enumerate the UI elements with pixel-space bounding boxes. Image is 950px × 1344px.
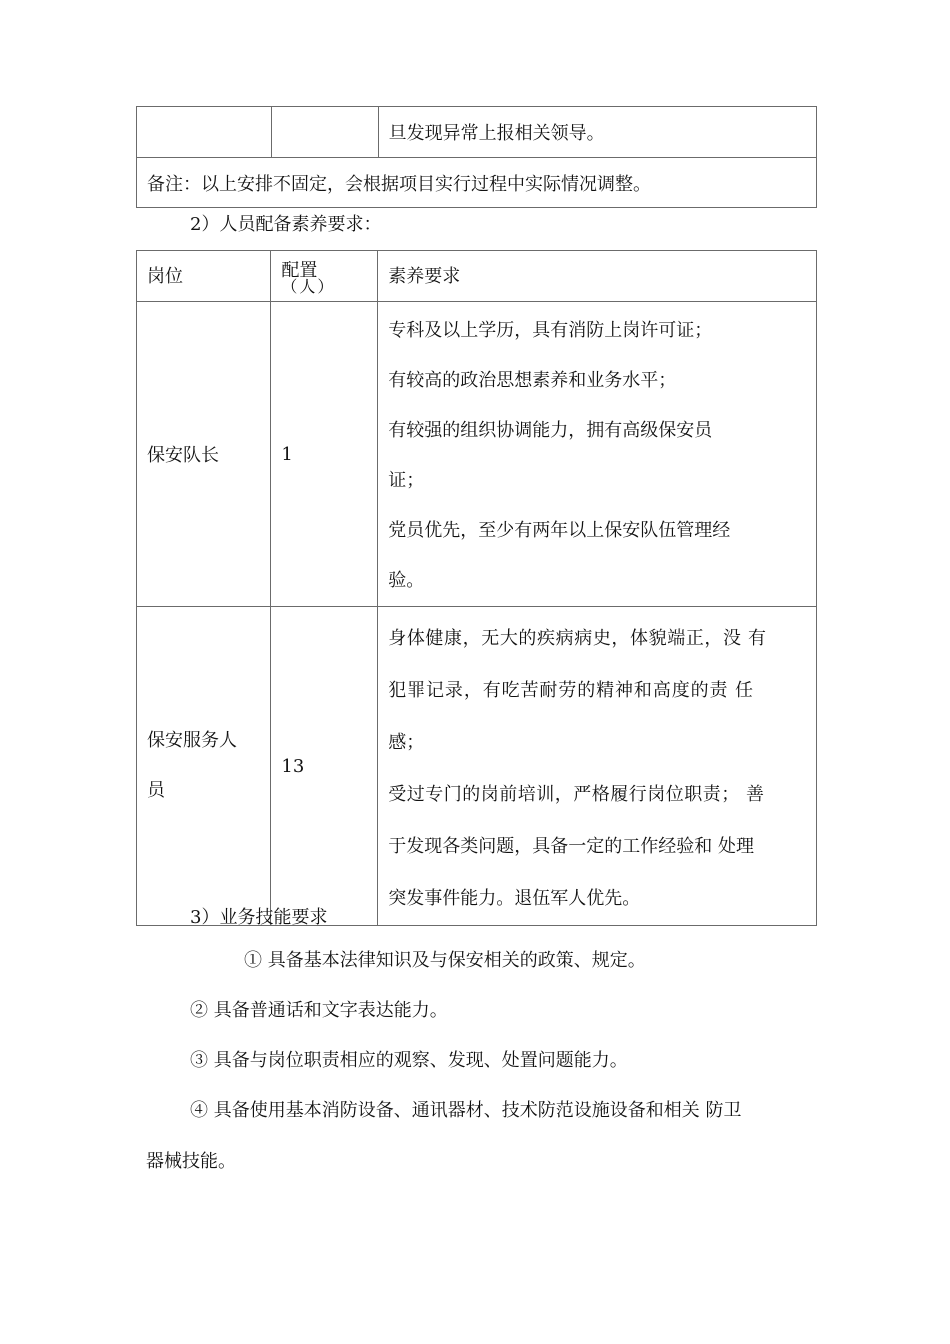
requirement-line: 受过专门的岗前培训，严格履行岗位职责； 善 [388, 784, 765, 805]
requirements-list [378, 302, 816, 606]
skill-item: ① 具备基本法律知识及与保安相关的政策、规定。 [244, 950, 646, 971]
note-cell [137, 158, 817, 208]
header-post-label: 岗位 [147, 266, 183, 287]
table-header-row [137, 251, 817, 302]
requirement-line: 验。 [388, 570, 425, 591]
header-config [271, 251, 378, 302]
header-requirements-label: 素养要求 [388, 266, 461, 287]
requirement-line: 党员优先，至少有两年以上保安队伍管理经 [388, 520, 731, 541]
post-name-line2: 员 [147, 780, 165, 801]
post-name: 保安队长 [147, 445, 219, 466]
section3-heading: 3）业务技能要求 [190, 907, 328, 928]
duty-text: 旦发现异常上报相关领导。 [388, 123, 605, 144]
header-config-line2: （人） [281, 277, 336, 296]
requirement-line: 犯罪记录，有吃苦耐劳的精神和高度的责 任 [388, 680, 754, 701]
section2-heading: 2）人员配备素养要求： [190, 214, 382, 235]
staff-count: 13 [281, 755, 305, 777]
skill-item: ③ 具备与岗位职责相应的观察、发现、处置问题能力。 [190, 1050, 628, 1071]
note-row [137, 158, 817, 208]
header-requirements [378, 251, 817, 302]
requirement-line: 身体健康，无大的疾病病史，体貌端正，没 有 [388, 628, 767, 649]
schedule-table-continuation [136, 106, 817, 208]
requirement-line: 专科及以上学历，具有消防上岗许可证； [388, 320, 713, 341]
requirements-cell [378, 302, 817, 607]
header-post [137, 251, 271, 302]
table-row [137, 607, 817, 926]
requirements-list [378, 607, 816, 925]
post-cell [137, 302, 271, 607]
requirement-line: 有较高的政治思想素养和业务水平； [388, 370, 677, 391]
skill-item-continuation: 器械技能。 [146, 1151, 236, 1172]
requirement-line: 于发现各类问题，具备一定的工作经验和 处理 [388, 836, 754, 857]
header-config-label [271, 251, 377, 296]
staffing-requirements-table [136, 250, 817, 926]
table-row [137, 302, 817, 607]
post-cell [137, 607, 271, 926]
count-cell [271, 302, 378, 607]
table-row [137, 107, 817, 158]
skill-item: ② 具备普通话和文字表达能力。 [190, 1000, 448, 1021]
requirement-line: 突发事件能力。退伍军人优先。 [388, 888, 641, 909]
count-cell [271, 607, 378, 926]
post-name-line1: 保安服务人 [147, 730, 237, 751]
requirement-line: 证； [388, 470, 425, 491]
requirement-line: 感； [388, 732, 425, 753]
duty-text-cell [378, 107, 816, 158]
skill-item: ④ 具备使用基本消防设备、通讯器材、技术防范设施设备和相关 防卫 [190, 1100, 742, 1121]
requirement-line: 有较强的组织协调能力，拥有高级保安员 [388, 420, 713, 441]
requirements-cell [378, 607, 817, 926]
staff-count: 1 [281, 443, 293, 465]
note-text: 备注：以上安排不固定，会根据项目实行过程中实际情况调整。 [147, 174, 651, 195]
header-config-line1: 配置 [281, 260, 318, 281]
post-name [137, 716, 270, 816]
empty-cell [137, 107, 272, 158]
empty-cell [271, 107, 378, 158]
